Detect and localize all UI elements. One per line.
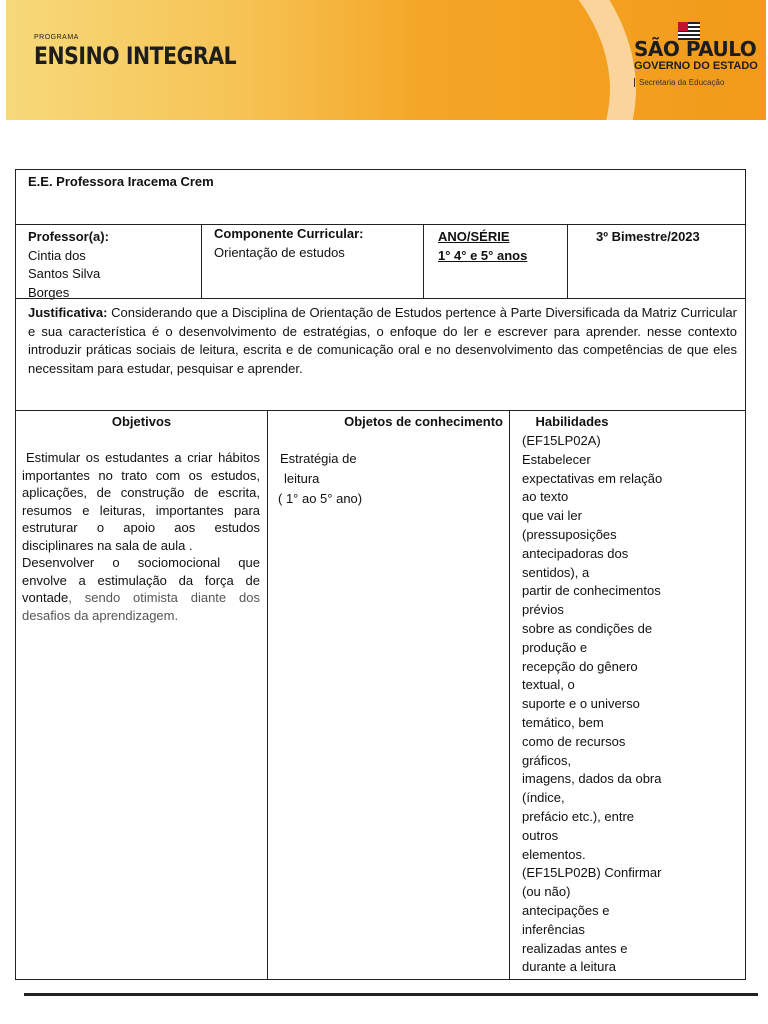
habilidade-line: produção e — [522, 639, 588, 655]
habilidade-line: prefácio etc.), entre — [522, 808, 634, 824]
professor-name-line: Borges — [28, 284, 70, 300]
componente-cell — [214, 225, 419, 262]
componente-value: Orientação de estudos — [214, 244, 345, 260]
habilidade-line: outros — [522, 827, 559, 843]
school-name: E.E. Professora Iracema Crem — [28, 174, 214, 189]
habilidade-line: recepção do gênero — [522, 658, 638, 674]
bottom-rule — [24, 993, 758, 996]
objetivo-paragraph-2 — [22, 554, 260, 624]
habilidade-line: (EF15LP02A) — [522, 433, 601, 448]
program-name: ENSINO INTEGRAL — [34, 42, 237, 70]
habilidade-line: realizadas antes e — [522, 940, 628, 956]
habilidade-line: antecipações e — [522, 902, 610, 918]
habilidade-line: textual, o — [522, 677, 575, 693]
habilidade-line: partir de conhecimentos — [522, 583, 661, 599]
justificativa-cell — [28, 304, 737, 378]
habilidade-line: durante a leitura — [522, 959, 616, 975]
habilidades-list — [522, 432, 712, 977]
col-divider — [423, 224, 424, 298]
habilidade-line: elementos. — [522, 846, 586, 862]
program-label: PROGRAMA — [34, 34, 79, 41]
habilidade-line: sobre as condições de — [522, 620, 653, 636]
secretariat: Secretaria da Educação — [634, 78, 758, 87]
habilidade-line: gráficos, — [522, 752, 572, 768]
col-divider — [201, 224, 202, 298]
objetos-text — [280, 449, 390, 509]
objetivos-header: Objetivos — [111, 414, 172, 429]
objetos-header: Objetos de conhecimento — [344, 414, 503, 429]
row-divider — [16, 410, 745, 411]
habilidade-line: ao texto — [522, 489, 569, 505]
objeto-line: ( 1° ao 5° ano) — [278, 491, 363, 506]
ano-serie-cell — [438, 228, 563, 265]
professor-name-line: Santos Silva — [28, 266, 101, 281]
professor-name-line: Cintia dos — [28, 247, 86, 263]
habilidade-line: (índice, — [522, 790, 565, 806]
habilidade-line: suporte e o universo — [522, 696, 640, 712]
justificativa-label: Justificativa: — [28, 305, 108, 320]
state-gov: GOVERNO DO ESTADO — [634, 60, 758, 72]
col-divider — [567, 224, 568, 298]
professor-cell — [28, 228, 198, 302]
objeto-line: Estratégia de — [280, 451, 357, 466]
objeto-line: leitura — [284, 471, 320, 486]
plan-table — [15, 169, 746, 980]
objetivo-paragraph: Estimular os estudantes a criar hábitos importantes no trato com os estudos, aplicações, de construção de escrita, resumos e leituras, importantes para estruturar o apoio aos estudos disciplinares na sala de aula . — [22, 450, 260, 553]
habilidade-line: expectativas em relação — [522, 470, 663, 486]
state-name: SÃO PAULO — [634, 37, 757, 61]
habilidade-line: (pressuposições — [522, 526, 617, 542]
col-divider — [267, 410, 268, 979]
justificativa-text: Considerando que a Disciplina de Orientação de Estudos pertence à Parte Diversificada da Matriz Curricular e sua característica é o desenvolvimento de estratégias, o enfoque do ler e escrever para aprender. nesse contexto introduzir práticas sociais de leitura, escrita e de comunicação oral e no desenvolvimento das competências de que eles necessitam para estudar, pesquisar e aprender. — [28, 305, 737, 376]
objetivos-text — [22, 449, 260, 624]
bimestre: 3º Bimestre/2023 — [596, 229, 700, 244]
habilidade-line: que vai ler — [522, 508, 582, 524]
habilidade-line: como de recursos — [522, 733, 626, 749]
habilidade-line: temático, bem — [522, 714, 604, 730]
objetivo-dark-text: Desenvolver o sociomocional que envolve a estimulação da força de vontade — [22, 555, 260, 605]
habilidade-line: prévios — [522, 602, 564, 618]
habilidade-line: Estabelecer — [522, 451, 591, 467]
habilidade-line: antecipadoras dos — [522, 545, 629, 561]
sao-paulo-government-logo — [634, 38, 758, 87]
objetivo-muted-text: , sendo otimista diante dos desafios da aprendizagem. — [22, 590, 260, 623]
habilidade-line: sentidos), a — [522, 564, 590, 580]
ano-serie-value: 1° 4° e 5° anos — [438, 247, 528, 263]
habilidade-line: (EF15LP02B) Confirmar — [522, 865, 662, 881]
habilidade-line: (ou não) — [522, 884, 571, 900]
professor-label: Professor(a): — [28, 229, 109, 244]
habilidade-line: imagens, dados da obra — [522, 771, 662, 787]
ensino-integral-logo — [34, 34, 272, 70]
componente-label: Componente Curricular: — [214, 226, 364, 241]
col-divider — [509, 410, 510, 979]
habilidades-header: Habilidades — [535, 414, 609, 429]
habilidade-line: inferências — [522, 921, 585, 937]
ano-serie-label: ANO/SÉRIE — [438, 229, 510, 244]
header-banner — [6, 0, 766, 120]
